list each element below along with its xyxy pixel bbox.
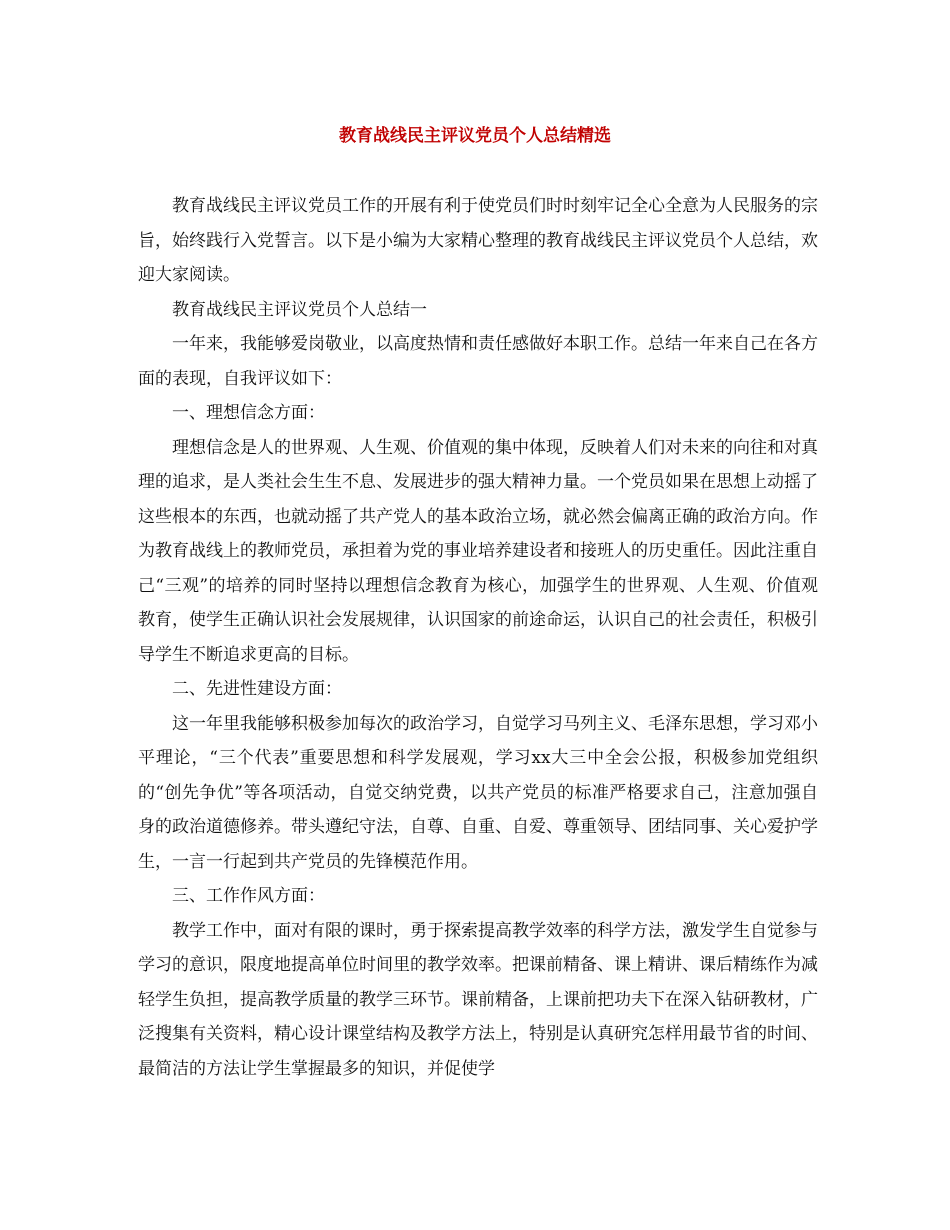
document-title: 教育战线民主评议党员个人总结精选 bbox=[339, 126, 611, 146]
advanced-nature-paragraph: 这一年里我能够积极参加每次的政治学习，自觉学习马列主义、毛泽东思想，学习邓小平理论，“三个代表”重要思想和科学发展观，学习xx大三中全会公报，积极参加党组织的“创先争优”等各项活动，自觉交纳党费，以共产党员的标准严格要求自己，注意加强自身的政治道德修养。带头遵纪守法，自尊、自重、自爱、尊重领导、团结同事、关心爱护学生，一言一行起到共产党员的先锋模范作用。 bbox=[138, 713, 818, 872]
work-style-paragraph: 教学工作中，面对有限的课时，勇于探索提高教学效率的科学方法，激发学生自觉参与学习的意识，限度地提高单位时间里的教学效率。把课前精备、课上精讲、课后精练作为减轻学生负担，提高教学质量的教学三环节。课前精备，上课前把功夫下在深入钻研教材，广泛搜集有关资料，精心设计课堂结构及教学方法上，特别是认真研究怎样用最节省的时间、最简洁的方法让学生掌握最多的知识，并促使学 bbox=[138, 920, 818, 1079]
ideals-beliefs-paragraph: 理想信念是人的世界观、人生观、价值观的集中体现，反映着人们对未来的向往和对真理的追求，是人类社会生生不息、发展进步的强大精神力量。一个党员如果在思想上动摇了这些根本的东西，也就动摇了共产党人的基本政治立场，就必然会偏离正确的政治方向。作为教育战线上的教师党员，承担着为党的事业培养建设者和接班人的历史重任。因此注重自己“三观”的培养的同时坚持以理想信念教育为核心，加强学生的世界观、人生观、价值观教育，使学生正确认识社会发展规律，认识国家的前途命运，认识自己的社会责任，积极引导学生不断追求更高的目标。 bbox=[138, 437, 818, 665]
intro-paragraph: 教育战线民主评议党员工作的开展有利于使党员们时时刻牢记全心全意为人民服务的宗旨，始终践行入党誓言。以下是小编为大家精心整理的教育战线民主评议党员个人总结，欢迎大家阅读。 bbox=[138, 196, 818, 285]
heading-work-style: 三、工作作风方面： bbox=[172, 886, 325, 906]
heading-ideals-beliefs: 一、理想信念方面： bbox=[172, 403, 325, 423]
heading-advanced-nature: 二、先进性建设方面： bbox=[172, 679, 342, 699]
document-body bbox=[138, 189, 818, 1086]
summary-opening-paragraph: 一年来，我能够爱岗敬业，以高度热情和责任感做好本职工作。总结一年来自己在各方面的表现，自我评议如下： bbox=[138, 334, 818, 389]
section-heading-summary-one: 教育战线民主评议党员个人总结一 bbox=[172, 299, 427, 320]
